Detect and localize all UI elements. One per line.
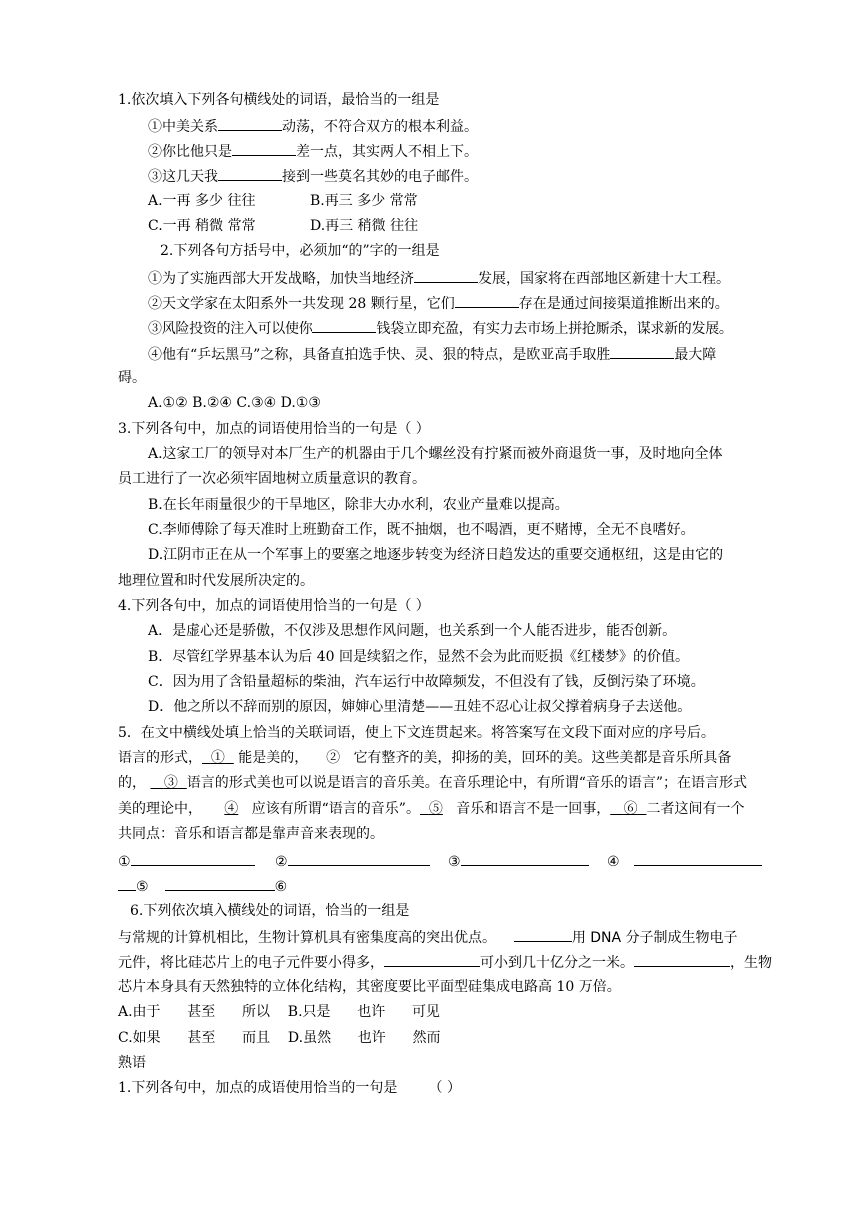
q4-option-d: D．他之所以不辞而别的原因，婶婶心里清楚——丑娃不忍心让叔父撑着病身子去送他。 <box>148 699 692 715</box>
section-heading: 熟语 <box>118 1055 146 1071</box>
answer-blank-4-cont <box>118 876 136 891</box>
q5-passage-line-2: 的， ③ 语言的形式美也可以说是语言的音乐美。在音乐理论中，有所谓“音乐的语言”；在语言形式 <box>118 775 748 791</box>
q5-answer-row-2: ⑤ ⑥ <box>118 876 287 896</box>
q5-stem: 5．在文中横线处填上恰当的关联词语，使上下文连贯起来。将答案写在文段下面对应的序号后。 <box>118 725 715 741</box>
q3-option-d: D.江阴市正在从一个军事上的要塞之地逐步转变为经济日趋发达的重要交通枢纽，这是由它的 <box>148 547 724 563</box>
q1-stem: 1.依次填入下列各句横线处的词语，最恰当的一组是 <box>118 92 440 108</box>
q2-options: A.①② B.②④ C.③④ D.①③ <box>148 395 321 411</box>
q2-sentence-2: ②天文学家在太阳系外一共发现 28 颗行星，它们 存在是通过间接渠道推断出来的。 <box>148 293 729 313</box>
answer-blank-1 <box>131 851 255 866</box>
q2-sentence-1: ①为了实施西部大开发战略，加快当地经济 发展，国家将在西部地区新建十大工程。 <box>148 268 730 288</box>
q3-option-c: C.李师傅除了每天准时上班勤奋工作，既不抽烟，也不喝酒，更不赌博，全无不良嗜好。 <box>148 522 695 538</box>
q6-stem: 6.下列依次填入横线处的词语，恰当的一组是 <box>130 903 410 919</box>
q3-stem: 3.下列各句中，加点的词语使用恰当的一句是（ ） <box>118 421 430 437</box>
q6-passage-line-3: 芯片本身具有天然独特的立体化结构，其密度要比平面型硅集成电路高 10 万倍。 <box>118 979 621 995</box>
q2-stem: 2.下列各句方括号中，必须加“的”字的一组是 <box>160 243 440 259</box>
blank <box>610 344 674 359</box>
blank <box>384 952 480 967</box>
q1-option-d: D.再三 稍微 往往 <box>310 218 419 234</box>
q4-option-b: B．尽管红学界基本认为后 40 回是续貂之作，显然不会为此而贬损《红楼梦》的价值。 <box>148 649 690 665</box>
blank <box>514 927 572 942</box>
q2-sentence-3: ③风险投资的注入可以使你 钱袋立即充盈，有实力去市场上拼抢厮杀，谋求新的发展。 <box>148 318 733 338</box>
q5-passage-line-1: 语言的形式， ① 能是美的， ② 它有整齐的美，抑扬的美，回环的美。这些美都是音乐所具备 <box>118 750 732 766</box>
answer-blank-2 <box>288 851 430 866</box>
q6-options-row-1: A.由于 甚至 所以 B.只是 也许 可见 <box>118 1004 440 1020</box>
q6-passage-line-1: 与常规的计算机相比，生物计算机具有密集度高的突出优点。 用 DNA 分子制成生物电子 <box>118 927 738 947</box>
q3-option-a: A.这家工厂的领导对本厂生产的机器由于几个螺丝没有拧紧而被外商退货一事，及时地向全体 <box>148 446 723 462</box>
blank <box>232 141 296 156</box>
q1-sentence-3: ③这几天我 接到一些莫名其妙的电子邮件。 <box>148 166 478 186</box>
q6-passage-line-2: 元件，将比硅芯片上的电子元件要小得多， 可小到几十亿分之一米。 ，生物 <box>118 952 772 972</box>
q1-option-a: A.一再 多少 往往 <box>148 193 256 209</box>
q1-option-c: C.一再 稍微 常常 <box>148 218 256 234</box>
q1-sentence-1: ①中美关系 动荡，不符合双方的根本利益。 <box>148 116 478 136</box>
q1-sentence-2: ②你比他只是 差一点，其实两人不相上下。 <box>148 141 478 161</box>
answer-blank-4 <box>634 851 762 866</box>
q6-options-row-2: C.如果 甚至 而且 D.虽然 也许 然而 <box>118 1030 441 1046</box>
q3-option-b: B.在长年雨量很少的干旱地区，除非大办水利，农业产量难以提高。 <box>148 497 569 513</box>
blank <box>455 293 519 308</box>
blank <box>312 318 376 333</box>
q5-answer-row-1: ① ② ③ ④ <box>118 851 762 871</box>
q5-passage-line-4: 共同点：音乐和语言都是靠声音来表现的。 <box>118 826 384 842</box>
q4-option-c: C．因为用了含铅量超标的柴油，汽车运行中故障频发，不但没有了钱，反倒污染了环境。 <box>148 674 705 690</box>
q5-passage-line-3: 美的理论中， ④ 应该有所谓“语言的音乐”。 ⑤ 音乐和语言不是一回事， ⑥ 二者这间有一个 <box>118 801 745 817</box>
q2-sentence-4-cont: 碍。 <box>118 370 146 386</box>
q3-option-d-cont: 地理位置和时代发展所决定的。 <box>118 573 314 589</box>
q1-option-b: B.再三 多少 常常 <box>310 193 418 209</box>
blank <box>414 268 478 283</box>
blank <box>634 952 730 967</box>
blank <box>218 116 282 131</box>
q3-option-a-cont: 员工进行了一次必须牢固地树立质量意识的教育。 <box>118 471 426 487</box>
q4-stem: 4.下列各句中，加点的词语使用恰当的一句是（ ） <box>118 598 430 614</box>
q2-sentence-4: ④他有“乒坛黑马”之称，具备直拍选手快、灵、狠的特点，是欧亚高手取胜 最大障 <box>148 344 716 364</box>
answer-blank-3 <box>461 851 589 866</box>
answer-blank-5 <box>165 876 275 891</box>
blank <box>218 166 282 181</box>
q7-stem: 1.下列各句中，加点的成语使用恰当的一句是 （ ） <box>118 1080 461 1096</box>
q4-option-a: A．是虚心还是骄傲，不仅涉及思想作风问题，也关系到一个人能否进步，能否创新。 <box>148 623 677 639</box>
